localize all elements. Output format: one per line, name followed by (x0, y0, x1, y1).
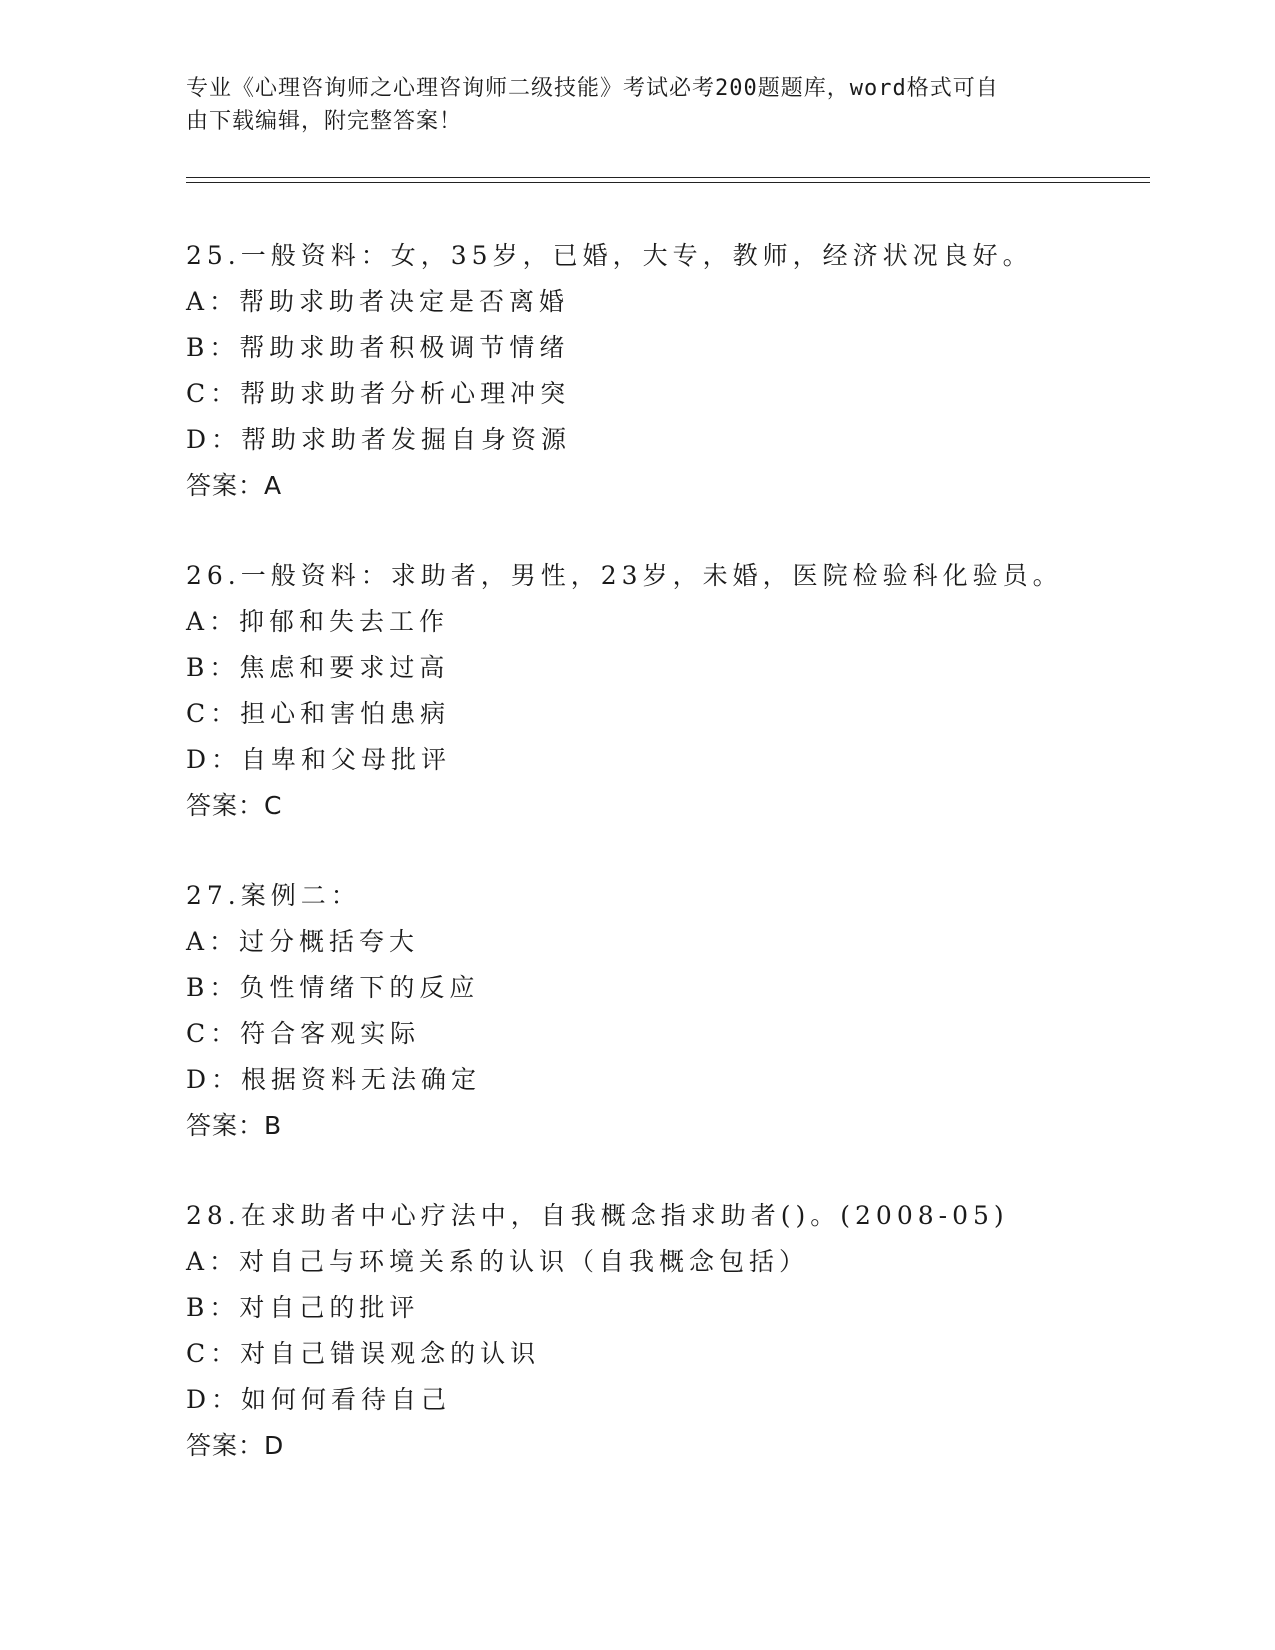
question-stem: 25.一般资料：女，35岁，已婚，大专，教师，经济状况良好。 (186, 241, 1033, 270)
question-stem: 28.在求助者中心疗法中，自我概念指求助者()。(2008-05) (186, 1201, 1009, 1230)
header-line-1: 专业《心理咨询师之心理咨询师二级技能》考试必考200题题库，word格式可自 (186, 76, 999, 101)
option-d: D：帮助求助者发掘自身资源 (186, 425, 572, 454)
document-header (186, 72, 1066, 138)
question-25 (186, 233, 1146, 509)
option-c: C：对自己错误观念的认识 (186, 1339, 541, 1368)
option-a: A：过分概括夸大 (186, 927, 420, 956)
option-d: D：根据资料无法确定 (186, 1065, 482, 1094)
answer: 答案：A (186, 471, 283, 500)
question-26 (186, 553, 1146, 829)
header-divider-top (186, 177, 1150, 178)
answer: 答案：D (186, 1431, 285, 1460)
header-divider-bottom (186, 182, 1150, 183)
answer: 答案：B (186, 1111, 283, 1140)
option-d: D：自卑和父母批评 (186, 745, 452, 774)
header-line-2: 由下载编辑，附完整答案！ (186, 109, 463, 134)
question-28 (186, 1193, 1146, 1469)
option-d: D：如何何看待自己 (186, 1385, 452, 1414)
question-stem: 26.一般资料：求助者，男性，23岁，未婚，医院检验科化验员。 (186, 561, 1063, 590)
question-27 (186, 873, 1146, 1149)
option-c: C：担心和害怕患病 (186, 699, 451, 728)
option-b: B：负性情绪下的反应 (186, 973, 480, 1002)
option-c: C：帮助求助者分析心理冲突 (186, 379, 571, 408)
option-a: A：对自己与环境关系的认识（自我概念包括） (186, 1247, 810, 1276)
option-b: B：焦虑和要求过高 (186, 653, 450, 682)
answer: 答案：C (186, 791, 283, 820)
option-a: A：抑郁和失去工作 (186, 607, 450, 636)
option-c: C：符合客观实际 (186, 1019, 421, 1048)
option-b: B：对自己的批评 (186, 1293, 420, 1322)
option-a: A：帮助求助者决定是否离婚 (186, 287, 570, 316)
question-stem: 27.案例二： (186, 881, 361, 910)
option-b: B：帮助求助者积极调节情绪 (186, 333, 570, 362)
